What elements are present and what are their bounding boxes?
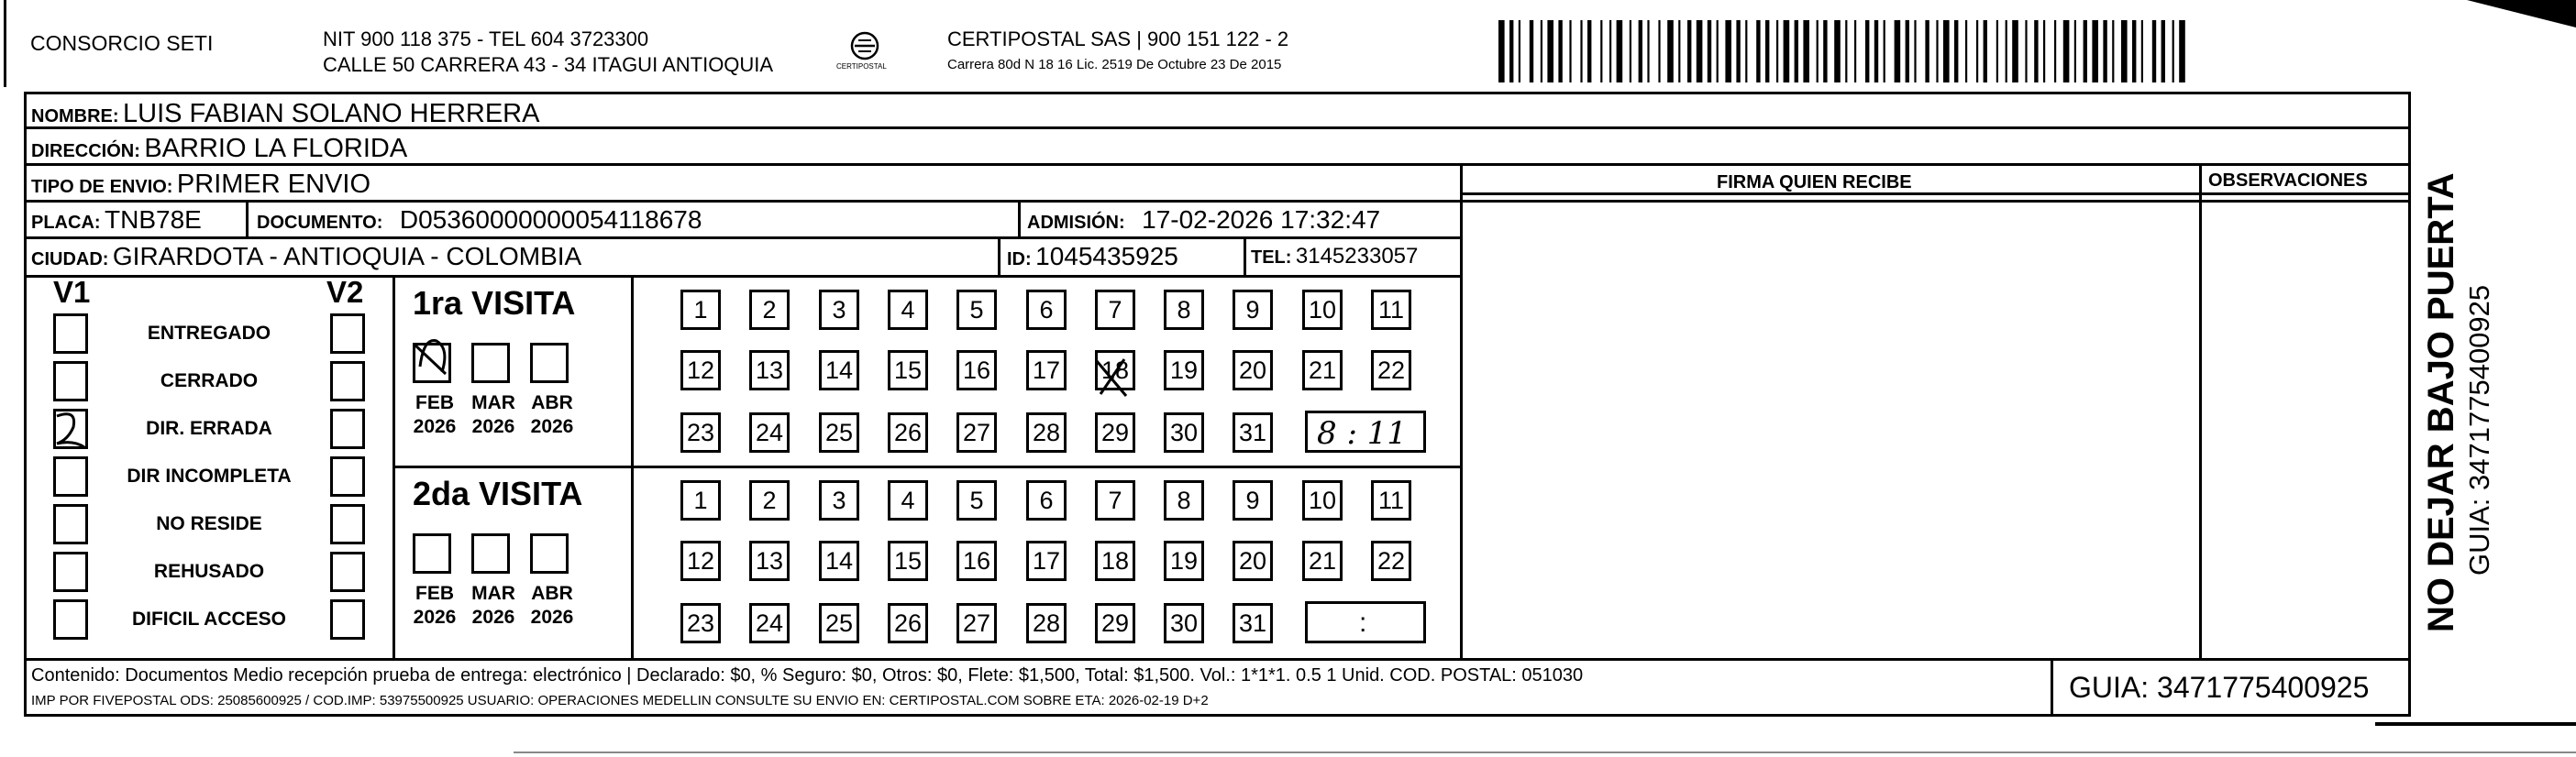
barcode-bar xyxy=(1678,20,1680,82)
month-year: 2026 xyxy=(413,416,457,437)
v2-checkbox[interactable] xyxy=(330,456,365,497)
row-divider xyxy=(24,200,2411,203)
side-guia-wrap xyxy=(2463,172,2500,576)
day-box-2[interactable]: 26 xyxy=(888,603,928,643)
barcode-bar xyxy=(2161,20,2165,82)
barcode-bar xyxy=(1803,20,1809,82)
barcode-bar xyxy=(1965,20,1967,82)
months-divider xyxy=(631,275,634,660)
barcode-bar xyxy=(1756,20,1760,82)
v2-checkbox[interactable] xyxy=(330,313,365,354)
barcode-bar xyxy=(2121,20,2128,82)
month-name: ABR xyxy=(531,583,573,604)
month-year: 2026 xyxy=(471,607,515,628)
barcode-bar xyxy=(1547,20,1553,82)
day-box-2[interactable]: 20 xyxy=(1233,541,1273,581)
v1-checkbox[interactable] xyxy=(53,313,88,354)
side-guia: GUIA: 3471775400925 xyxy=(2463,284,2495,576)
day-box-1[interactable]: 2 xyxy=(749,290,790,330)
first-time-box[interactable] xyxy=(1305,411,1426,453)
ciudad-value: GIRARDOTA - ANTIOQUIA - COLOMBIA xyxy=(112,242,582,270)
day-box-1[interactable]: 11 xyxy=(1371,290,1411,330)
barcode-bar xyxy=(1687,20,1691,82)
page-edge xyxy=(2375,722,2576,726)
tel-cell xyxy=(1251,244,1418,269)
day-box-1[interactable]: 29 xyxy=(1095,412,1135,453)
day-box-1[interactable]: 3 xyxy=(819,290,859,330)
month-year: 2026 xyxy=(413,607,457,628)
day-box-1[interactable]: 13 xyxy=(749,350,790,390)
day-box-2[interactable]: 13 xyxy=(749,541,790,581)
col-divider xyxy=(2199,163,2202,660)
barcode-bar xyxy=(1541,20,1542,82)
day-box-1[interactable]: 12 xyxy=(680,350,721,390)
barcode-bar xyxy=(1884,20,1885,82)
nit-line: NIT 900 118 375 - TEL 604 3723300 xyxy=(323,27,649,50)
id-value: 1045435925 xyxy=(1035,242,1178,270)
placa-cell xyxy=(31,205,202,235)
direccion-value: BARRIO LA FLORIDA xyxy=(144,134,408,163)
first-visit-title: 1ra VISITA xyxy=(413,284,576,322)
footer-line2: IMP POR FIVEPOSTAL ODS: 25085600925 / COD.IMP: 53975500925 USUARIO: OPERACIONES MEDELLIN CONSULTE SU ENVIO EN: CERTIPOSTAL.COM SOBRE ETA: 2026-02-19 D+2 xyxy=(31,693,1209,708)
month-checkbox-1[interactable] xyxy=(530,343,569,383)
barcode-bar xyxy=(1708,20,1711,82)
month-year: 2026 xyxy=(530,416,574,437)
day-box-1[interactable]: 1 xyxy=(680,290,721,330)
barcode-bar xyxy=(1580,20,1582,82)
day-box-1[interactable]: 15 xyxy=(888,350,928,390)
day-box-2[interactable]: 17 xyxy=(1026,541,1067,581)
barcode-bar xyxy=(1795,20,1798,82)
day-box-1[interactable]: 28 xyxy=(1026,412,1067,453)
barcode-bar xyxy=(1530,20,1533,82)
nombre-label: NOMBRE: xyxy=(31,106,119,126)
month-checkbox-2[interactable] xyxy=(413,533,451,574)
direccion-row xyxy=(31,134,407,164)
day-box-1[interactable]: 25 xyxy=(819,412,859,453)
barcode-bar xyxy=(1509,20,1513,82)
barcode-bar xyxy=(1906,20,1909,82)
barcode-bar xyxy=(1823,20,1827,82)
status-label: CERRADO xyxy=(160,370,259,391)
page-edge-bottom xyxy=(514,752,2576,753)
address-line: CALLE 50 CARRERA 43 - 34 ITAGUI ANTIOQUIA xyxy=(323,53,774,76)
barcode-bar xyxy=(1834,20,1841,82)
barcode-bar xyxy=(1765,20,1769,82)
day-box-2[interactable]: 5 xyxy=(956,480,997,521)
barcode-bar xyxy=(1558,20,1562,82)
barcode-bar xyxy=(1587,20,1591,82)
barcode-bar xyxy=(1658,20,1660,82)
v1-checkbox[interactable] xyxy=(53,504,88,544)
day-box-1[interactable]: 18 xyxy=(1095,350,1135,390)
day-box-2[interactable]: 3 xyxy=(819,480,859,521)
barcode-bar xyxy=(1954,20,1958,82)
barcode-bar xyxy=(1936,20,1938,82)
day-box-2[interactable]: 7 xyxy=(1095,480,1135,521)
first-time-value: 8 : 11 xyxy=(1317,415,1407,452)
barcode-bar xyxy=(1996,20,1998,82)
day-box-1[interactable]: 21 xyxy=(1302,350,1343,390)
barcode-bar xyxy=(2172,20,2174,82)
v2-checkbox[interactable] xyxy=(330,599,365,640)
day-box-1[interactable]: 10 xyxy=(1302,290,1343,330)
footer-divider xyxy=(2051,658,2053,717)
day-box-2[interactable]: 2 xyxy=(749,480,790,521)
v2-label: V2 xyxy=(326,275,364,309)
barcode-bar xyxy=(2132,20,2136,82)
day-box-2[interactable]: 29 xyxy=(1095,603,1135,643)
barcode-bar xyxy=(2074,20,2076,82)
day-box-2[interactable]: 25 xyxy=(819,603,859,643)
admision-label: ADMISIÓN: xyxy=(1027,213,1125,233)
month-checkbox-1[interactable] xyxy=(471,343,510,383)
barcode-bar xyxy=(1498,20,1505,82)
visit-divider xyxy=(392,466,1462,468)
cell-divider xyxy=(246,202,249,238)
id-cell xyxy=(1007,242,1178,271)
day-box-1[interactable]: 8 xyxy=(1164,290,1204,330)
day-box-2[interactable]: 1 xyxy=(680,480,721,521)
day-box-2[interactable]: 15 xyxy=(888,541,928,581)
second-time-placeholder: : xyxy=(1359,608,1367,638)
barcode-bar xyxy=(1817,20,1819,82)
barcode-bar xyxy=(1600,20,1602,82)
day-box-2[interactable]: 12 xyxy=(680,541,721,581)
tipo-row xyxy=(31,170,370,200)
v2-checkbox[interactable] xyxy=(330,552,365,592)
side-warning: NO DEJAR BAJO PUERTA xyxy=(2421,172,2461,632)
v1-checkbox[interactable] xyxy=(53,456,88,497)
day-box-1[interactable]: 19 xyxy=(1164,350,1204,390)
day-box-1[interactable]: 22 xyxy=(1371,350,1411,390)
barcode-bar xyxy=(2092,20,2098,82)
status-label: DIR INCOMPLETA xyxy=(127,466,292,487)
certipostal-line: CERTIPOSTAL SAS | 900 151 122 - 2 xyxy=(947,27,1289,50)
month-name: MAR xyxy=(471,583,515,604)
day-box-1[interactable]: 6 xyxy=(1026,290,1067,330)
ciudad-label: CIUDAD: xyxy=(31,249,109,269)
barcode-bar xyxy=(2063,20,2070,82)
status-label: ENTREGADO xyxy=(147,323,271,344)
barcode-bar xyxy=(2152,20,2156,82)
footer-guia: GUIA: 3471775400925 xyxy=(2069,671,2370,704)
status-label: REHUSADO xyxy=(153,561,265,582)
day-box-2[interactable]: 11 xyxy=(1371,480,1411,521)
cell-divider xyxy=(1018,202,1021,238)
barcode-bar xyxy=(1925,20,1929,82)
observaciones-header: OBSERVACIONES xyxy=(2208,170,2368,191)
tel-value: 3145233057 xyxy=(1295,244,1419,269)
month-checkbox-1[interactable] xyxy=(413,343,451,383)
barcode-bar xyxy=(1667,20,1674,82)
barcode-bar xyxy=(1569,20,1571,82)
day-box-2[interactable]: 14 xyxy=(819,541,859,581)
day-box-1[interactable]: 24 xyxy=(749,412,790,453)
barcode-bar xyxy=(2141,20,2143,82)
barcode-bar xyxy=(1776,20,1778,82)
barcode-bar xyxy=(1874,20,1878,82)
day-box-2[interactable]: 30 xyxy=(1164,603,1204,643)
corner-mark xyxy=(2467,0,2576,27)
footer-line1: Contenido: Documentos Medio recepción prueba de entrega: electrónico | Declarado: $0, % Seguro: $0, Otros: $0, Flete: $1,500, Total: $1,500. Vol.: 1*1*1. 0.5 1 Unid. COD. POSTAL: 051030 xyxy=(31,665,1584,686)
certipostal-logo xyxy=(833,27,897,79)
day-box-1[interactable]: 4 xyxy=(888,290,928,330)
status-label: NO RESIDE xyxy=(156,513,262,534)
logo-text: CERTIPOSTAL xyxy=(836,62,887,71)
col-divider xyxy=(2408,163,2411,660)
month-checkbox-2[interactable] xyxy=(530,533,569,574)
day-box-1[interactable]: 27 xyxy=(956,412,997,453)
day-box-2[interactable]: 23 xyxy=(680,603,721,643)
day-box-1[interactable]: 5 xyxy=(956,290,997,330)
day-box-2[interactable]: 16 xyxy=(956,541,997,581)
ciudad-cell xyxy=(31,242,581,271)
barcode-bar xyxy=(1845,20,1847,82)
day-box-1[interactable]: 9 xyxy=(1233,290,1273,330)
barcode-bar xyxy=(1717,20,1719,82)
barcode-bar xyxy=(1914,20,1916,82)
v1-checkbox[interactable] xyxy=(53,552,88,592)
second-visit-title: 2da VISITA xyxy=(413,475,583,512)
day-box-2[interactable]: 4 xyxy=(888,480,928,521)
day-box-1[interactable]: 16 xyxy=(956,350,997,390)
day-box-2[interactable]: 8 xyxy=(1164,480,1204,521)
barcode-bar xyxy=(2012,20,2018,82)
day-box-2[interactable]: 31 xyxy=(1233,603,1273,643)
barcode-bar xyxy=(1647,20,1649,82)
barcode-bar xyxy=(2179,20,2185,82)
day-box-2[interactable]: 21 xyxy=(1302,541,1343,581)
day-box-2[interactable]: 27 xyxy=(956,603,997,643)
barcode-bar xyxy=(1736,20,1740,82)
col-divider xyxy=(1460,163,1463,660)
barcode-bar xyxy=(2006,20,2007,82)
col-header-rule xyxy=(1460,192,2410,195)
day-box-2[interactable]: 9 xyxy=(1233,480,1273,521)
v1-checkbox[interactable] xyxy=(53,599,88,640)
day-box-1[interactable]: 7 xyxy=(1095,290,1135,330)
v1-checkbox[interactable] xyxy=(53,409,88,449)
barcode-bar xyxy=(1519,20,1520,82)
documento-cell xyxy=(257,205,702,235)
barcode-bar xyxy=(2034,20,2038,82)
v2-checkbox[interactable] xyxy=(330,504,365,544)
month-checkbox-2[interactable] xyxy=(471,533,510,574)
documento-value: D05360000000054118678 xyxy=(399,205,702,234)
day-box-1[interactable]: 30 xyxy=(1164,412,1204,453)
form-frame xyxy=(24,92,2411,717)
admision-cell xyxy=(1027,205,1380,235)
tipo-label: TIPO DE ENVIO: xyxy=(31,177,173,197)
v2-checkbox[interactable] xyxy=(330,409,365,449)
day-box-1[interactable]: 17 xyxy=(1026,350,1067,390)
left-rule xyxy=(4,0,6,87)
barcode-bar xyxy=(1639,20,1642,82)
month-year: 2026 xyxy=(471,416,515,437)
barcode-bar xyxy=(2112,20,2114,82)
day-box-2[interactable]: 18 xyxy=(1095,541,1135,581)
barcode-bar xyxy=(1697,20,1703,82)
admision-value: 17-02-2026 17:32:47 xyxy=(1142,205,1381,234)
day-box-1[interactable]: 20 xyxy=(1233,350,1273,390)
barcode-bar xyxy=(1630,20,1631,82)
v1-checkbox[interactable] xyxy=(53,361,88,401)
placa-value: TNB78E xyxy=(105,205,202,234)
barcode-bar xyxy=(2043,20,2045,82)
day-box-1[interactable]: 26 xyxy=(888,412,928,453)
barcode-bar xyxy=(1895,20,1901,82)
barcode-bar xyxy=(1984,20,1987,82)
nombre-value: LUIS FABIAN SOLANO HERRERA xyxy=(123,99,540,128)
barcode-bar xyxy=(1609,20,1611,82)
month-name: FEB xyxy=(415,583,454,604)
barcode-bar xyxy=(1865,20,1869,82)
month-name: FEB xyxy=(415,392,454,413)
day-box-2[interactable]: 19 xyxy=(1164,541,1204,581)
day-box-2[interactable]: 28 xyxy=(1026,603,1067,643)
v2-checkbox[interactable] xyxy=(330,361,365,401)
cell-divider xyxy=(998,238,1001,277)
v1-label: V1 xyxy=(53,275,91,309)
barcode-bar xyxy=(2054,20,2056,82)
barcode-bar xyxy=(1725,20,1731,82)
barcode-bar xyxy=(1784,20,1790,82)
month-name: MAR xyxy=(471,392,515,413)
day-box-2[interactable]: 22 xyxy=(1371,541,1411,581)
barcode-bar xyxy=(1854,20,1856,82)
nombre-row xyxy=(31,99,539,129)
documento-label: DOCUMENTO: xyxy=(257,213,383,233)
day-box-1[interactable]: 31 xyxy=(1233,412,1273,453)
status-label: DIR. ERRADA xyxy=(146,418,272,439)
barcode-bar xyxy=(1943,20,1950,82)
company-name: CONSORCIO SETI xyxy=(30,31,214,55)
day-box-2[interactable]: 24 xyxy=(749,603,790,643)
second-time-box[interactable] xyxy=(1305,601,1426,643)
barcode-bar xyxy=(2084,20,2087,82)
day-box-1[interactable]: 23 xyxy=(680,412,721,453)
license-line: Carrera 80d N 18 16 Lic. 2519 De Octubre 23 De 2015 xyxy=(947,57,1282,72)
barcode-bar xyxy=(2025,20,2027,82)
direccion-label: DIRECCIÓN: xyxy=(31,141,140,161)
barcode-bar xyxy=(1976,20,1978,82)
month-name: ABR xyxy=(531,392,573,413)
month-year: 2026 xyxy=(530,607,574,628)
day-box-2[interactable]: 6 xyxy=(1026,480,1067,521)
cell-divider xyxy=(1244,238,1246,277)
tipo-value: PRIMER ENVIO xyxy=(176,170,371,199)
barcode-bar xyxy=(2103,20,2106,82)
id-label: ID: xyxy=(1007,249,1032,269)
status-label: DIFICIL ACCESO xyxy=(131,609,286,630)
firma-header: FIRMA QUIEN RECIBE xyxy=(1717,172,1912,192)
day-box-1[interactable]: 14 xyxy=(819,350,859,390)
barcode xyxy=(1495,18,2192,84)
tel-label: TEL: xyxy=(1251,247,1292,268)
day-box-2[interactable]: 10 xyxy=(1302,480,1343,521)
placa-label: PLACA: xyxy=(31,213,101,233)
barcode-bar xyxy=(1617,20,1623,82)
barcode-bar xyxy=(1745,20,1747,82)
